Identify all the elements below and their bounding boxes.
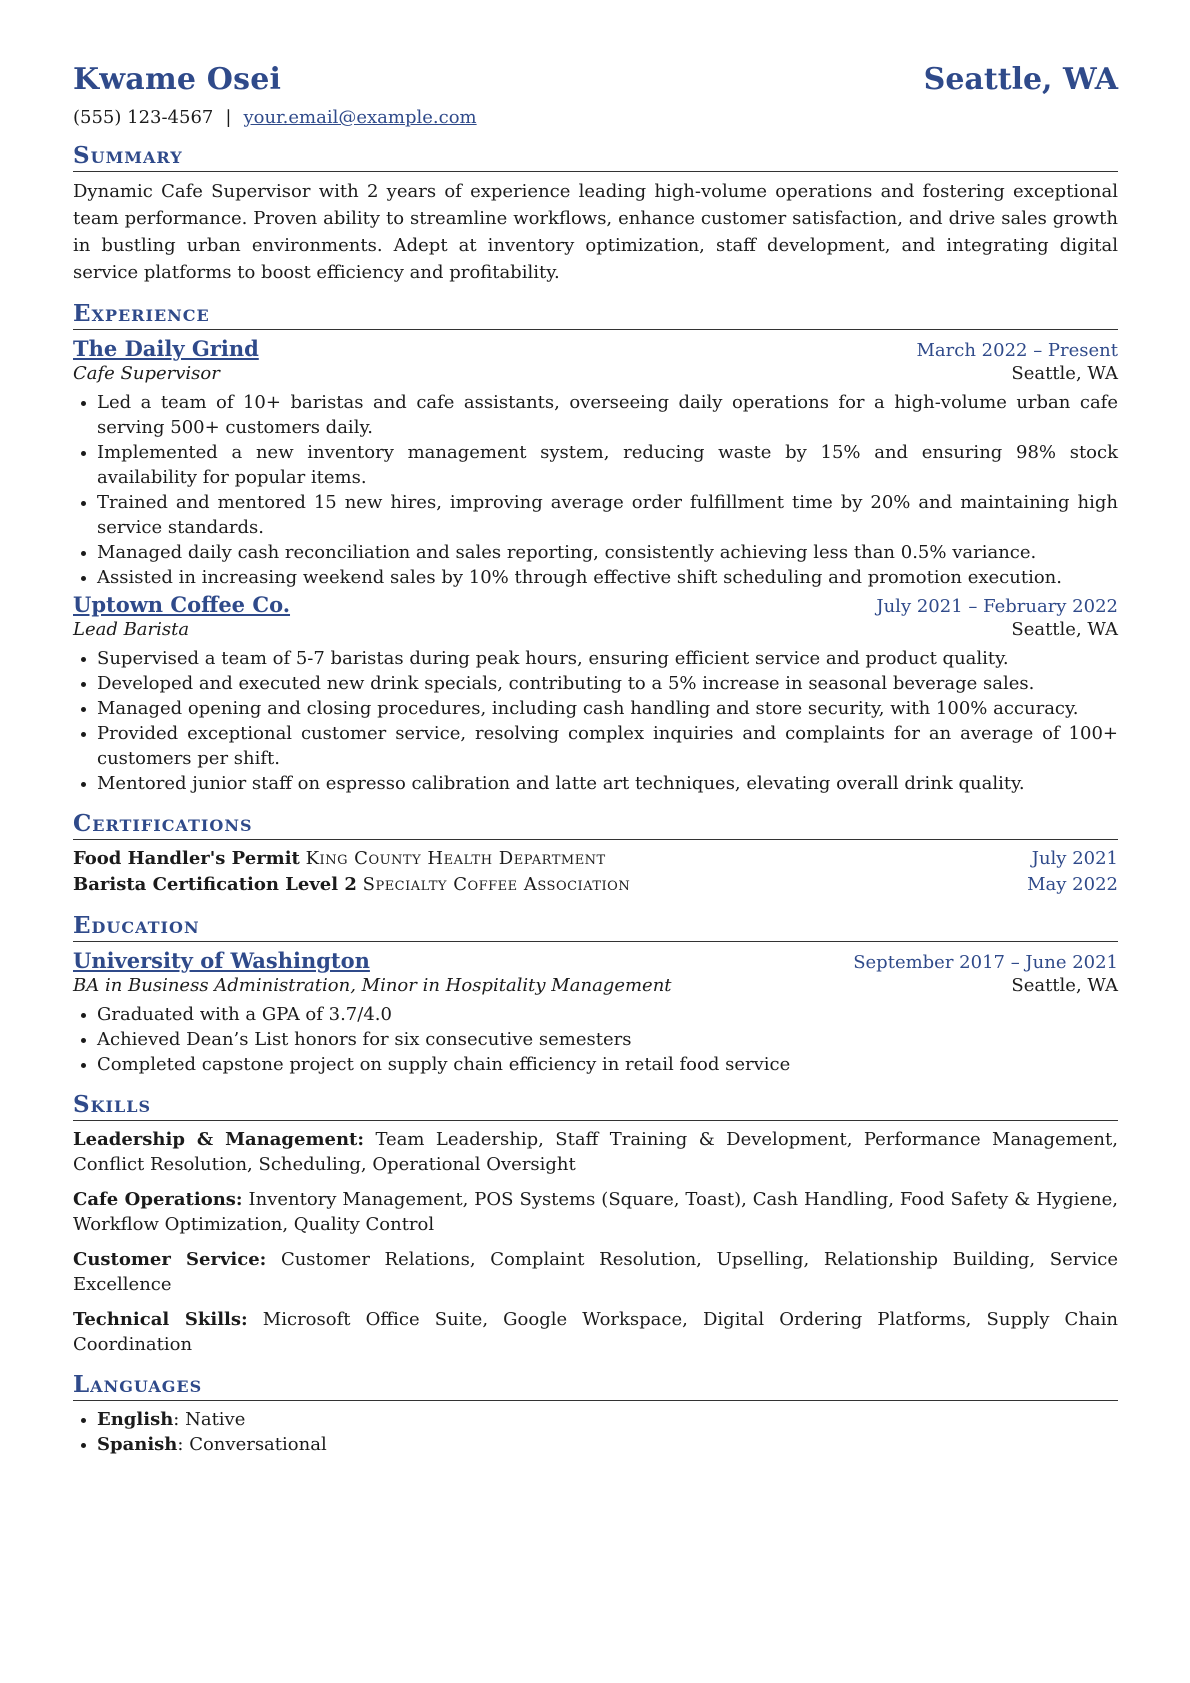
list-item: Assisted in increasing weekend sales by 10% through effective shift scheduling and promotion execution. [97,565,1118,590]
job-location: Seattle, WA [1011,363,1118,384]
list-item: Managed daily cash reconciliation and sales reporting, consistently achieving less than 0.5% variance. [97,540,1118,565]
skill-category: Technical Skills: [73,1309,248,1330]
list-item: Mentored junior staff on espresso calibration and latte art techniques, elevating overall drink quality. [97,771,1118,796]
certification-date: May 2022 [1027,874,1118,895]
school-location: Seattle, WA [1011,975,1118,996]
employment-dates: March 2022 – Present [916,340,1118,361]
skill-row [73,1307,1118,1357]
list-item [97,1432,1118,1457]
experience-bullets [73,646,1118,796]
education-entry [73,948,1118,1077]
certification-issuer: Specialty Coffee Association [362,874,631,895]
summary-section [73,142,1118,286]
certification-date: July 2021 [1031,848,1118,869]
list-item: Graduated with a GPA of 3.7/4.0 [97,1002,1118,1027]
job-title: Lead Barista [73,619,190,640]
summary-text: Dynamic Cafe Supervisor with 2 years of experience leading high-volume operations and fostering exceptional team performance. Proven ability to streamline workflows, enhance customer satisfaction, and drive sales growth in bustling urban environments. Adept at inventory optimization, staff development, and integrating digital service platforms to boost efficiency and profitability. [73,181,1118,283]
experience-entry [73,336,1118,590]
list-item: Provided exceptional customer service, resolving complex inquiries and complaints for an average of 100+ customers per shift. [97,723,1118,769]
skill-row [73,1187,1118,1237]
languages-heading: Languages [73,1371,1118,1401]
skill-row [73,1127,1118,1177]
skills-heading: Skills [73,1091,1118,1121]
certifications-section [73,810,1118,898]
languages-section [73,1371,1118,1457]
resume-header [73,62,1118,97]
certification-name: Food Handler's Permit [73,848,300,869]
language-name: Spanish [97,1434,178,1455]
degree: BA in Business Administration, Minor in Hospitality Management [73,975,672,996]
list-item: Supervised a team of 5-7 baristas during peak hours, ensuring efficient service and product quality. [97,646,1118,671]
skills-section [73,1091,1118,1357]
certification-row [73,872,1118,898]
skill-values: Microsoft Office Suite, Google Workspace, Digital Ordering Platforms, Supply Chain Coordination [73,1309,1118,1355]
language-level: : Native [173,1409,246,1430]
skill-category: Customer Service: [73,1249,267,1270]
list-item: Completed capstone project on supply chain efficiency in retail food service [97,1052,1118,1077]
employment-dates: July 2021 – February 2022 [876,596,1118,617]
skill-values: Inventory Management, POS Systems (Square, Toast), Cash Handling, Food Safety & Hygiene, Workflow Optimization, Quality Control [73,1189,1118,1235]
job-location: Seattle, WA [1011,619,1118,640]
email-link[interactable]: your.email@example.com [243,107,477,128]
language-level: : Conversational [177,1434,327,1455]
phone-number: (555) 123-4567 [73,107,214,128]
contact-line [73,107,1118,128]
list-item: Led a team of 10+ baristas and cafe assistants, overseeing daily operations for a high-volume urban cafe serving 500+ customers daily. [97,392,1118,438]
experience-bullets [73,390,1118,590]
experience-entry [73,592,1118,796]
skill-row [73,1247,1118,1297]
skill-category: Cafe Operations: [73,1189,243,1210]
summary-heading: Summary [73,142,1118,172]
candidate-name: Kwame Osei [73,62,282,97]
school-link[interactable]: University of Washington [73,948,370,973]
education-dates: September 2017 – June 2021 [853,952,1118,973]
list-item [97,1407,1118,1432]
education-section [73,912,1118,1077]
list-item: Managed opening and closing procedures, including cash handling and store security, with 100% accuracy. [97,696,1118,721]
candidate-location: Seattle, WA [923,62,1118,97]
education-bullets [73,1002,1118,1077]
skill-category: Leadership & Management: [73,1129,365,1150]
certifications-heading: Certifications [73,810,1118,840]
certification-row [73,846,1118,872]
employer-link[interactable]: Uptown Coffee Co. [73,592,291,617]
languages-list [73,1407,1118,1457]
job-title: Cafe Supervisor [73,363,220,384]
contact-separator: | [225,107,232,128]
skill-values: Team Leadership, Staff Training & Development, Performance Management, Conflict Resolution, Scheduling, Operational Oversight [73,1129,1118,1175]
list-item: Developed and executed new drink specials, contributing to a 5% increase in seasonal beverage sales. [97,671,1118,696]
list-item: Trained and mentored 15 new hires, improving average order fulfillment time by 20% and maintaining high service standards. [97,492,1118,538]
list-item: Implemented a new inventory management system, reducing waste by 15% and ensuring 98% stock availability for popular items. [97,442,1118,488]
certification-name: Barista Certification Level 2 [73,874,357,895]
language-name: English [97,1409,174,1430]
certification-issuer: King County Health Department [305,848,606,869]
employer-link[interactable]: The Daily Grind [73,336,259,361]
skill-values: Customer Relations, Complaint Resolution, Upselling, Relationship Building, Service Excellence [73,1249,1118,1295]
education-heading: Education [73,912,1118,942]
experience-heading: Experience [73,300,1118,330]
list-item: Achieved Dean’s List honors for six consecutive semesters [97,1027,1118,1052]
experience-section [73,300,1118,796]
